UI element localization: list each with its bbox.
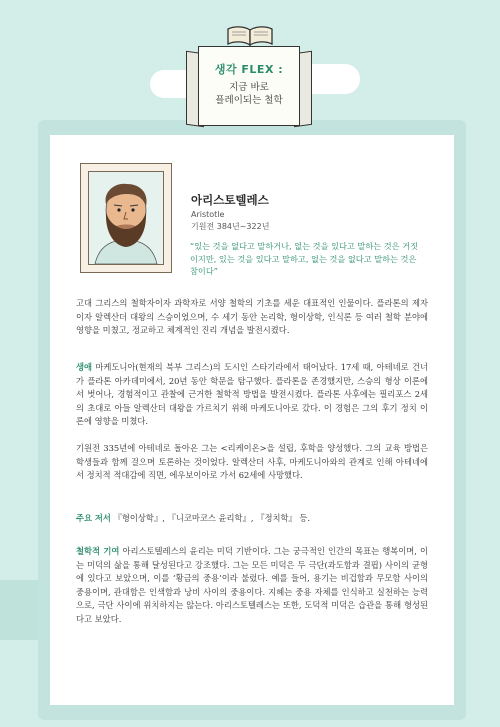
- works-text: 『형이상학』, 『니코마코스 윤리학』, 『정치학』 등.: [110, 513, 311, 523]
- banner-panel: [198, 46, 300, 126]
- philosopher-name-english: Aristotle: [191, 210, 225, 219]
- open-book-icon: [226, 24, 274, 46]
- works-label: 주요 저서: [76, 513, 111, 523]
- life-text: 마케도니아(현재의 북부 그리스)의 도시인 스타기라에서 태어났다. 17세 때, 아테네로 건너가 플라톤 아카데미에서, 20년 동안 학문을 탐구했다. 플라톤을 존경했지만, 스승의 형상 이론에서 벗어나, 경험적이고 관찰에 근거한 철학적 방법을 발전시켰다. 플라톤 사후에는 필리포스 2세의 초대로 아들 알렉산더 대왕을 가르치기 위해 마케도니아로 갔다. 이 경험은 그의 후기 정치 이론에 영향을 미쳤다.: [76, 362, 428, 427]
- banner-title: 생각 FLEX :: [214, 63, 284, 76]
- title-banner: [186, 38, 312, 130]
- intro-paragraph: 고대 그리스의 철학자이자 과학자로 서양 철학의 기초를 세운 대표적인 인물이다. 플라톤의 제자이자 알렉산더 대왕의 스승이었으며, 수 세기 동안 논리학, 형이상학, 인식론 등 여러 철학 분야에 영향을 미쳤고, 정교하고 체계적인 진리 개념을 발전시켰다.: [76, 298, 428, 336]
- portrait-frame: [80, 163, 172, 273]
- banner-subtitle: [199, 81, 299, 107]
- life-section-continued: 기원전 335년에 아테네로 돌아온 그는 <리케이온>을 설립, 후학을 양성했다. 그의 교육 방법은 학생들과 함께 걸으며 토론하는 것이었다. 알렉산더 사후, 마케도니아와의 관계로 인해 아테네에서 정치적 적대감에 직면, 에우보이아로 가서 62세에 사망했다.: [76, 443, 428, 481]
- life-section: [76, 361, 428, 429]
- contribution-text: 아리스토텔레스의 윤리는 미덕 기반이다. 그는 궁극적인 인간의 목표는 행복이며, 이는 미덕의 삶을 통해 달성된다고 강조했다. 그는 모든 미덕은 두 극단(과도함과 결핍) 사이의 균형에 있다고 보았으며, 이를 ‘황금의 중용’이라 불렀다. 예를 들어, 용기는 비겁함과 무모함 사이의 중용이며, 관대함은 인색함과 낭비 사이의 중용이다. 지혜는 중용 자체를 인식하고 실천하는 능력으로, 극단 사이에 위치하지는 않는다. 아리스토텔레스는 또한, 도덕적 미덕은 습관을 통해 형성된다고 보았다.: [76, 546, 428, 624]
- philosopher-quote: “있는 것을 없다고 말하거나, 없는 것을 있다고 말하는 것은 거짓이지만, 있는 것을 있다고 말하고, 없는 것을 없다고 말하는 것은 참이다”: [190, 241, 418, 276]
- philosopher-name: 아리스토텔레스: [191, 193, 269, 207]
- aristotle-portrait-illustration: [89, 172, 163, 264]
- life-label: 생애: [76, 362, 93, 372]
- philosopher-dates: 기원전 384년~322년: [191, 222, 270, 231]
- banner-subtitle-line1: 지금 바로: [229, 82, 269, 93]
- works-section: [76, 512, 428, 526]
- contribution-section: [76, 545, 428, 627]
- portrait-image: [88, 171, 164, 265]
- banner-subtitle-line2: 플레이되는 철학: [215, 95, 283, 106]
- contribution-label: 철학적 기여: [76, 546, 120, 556]
